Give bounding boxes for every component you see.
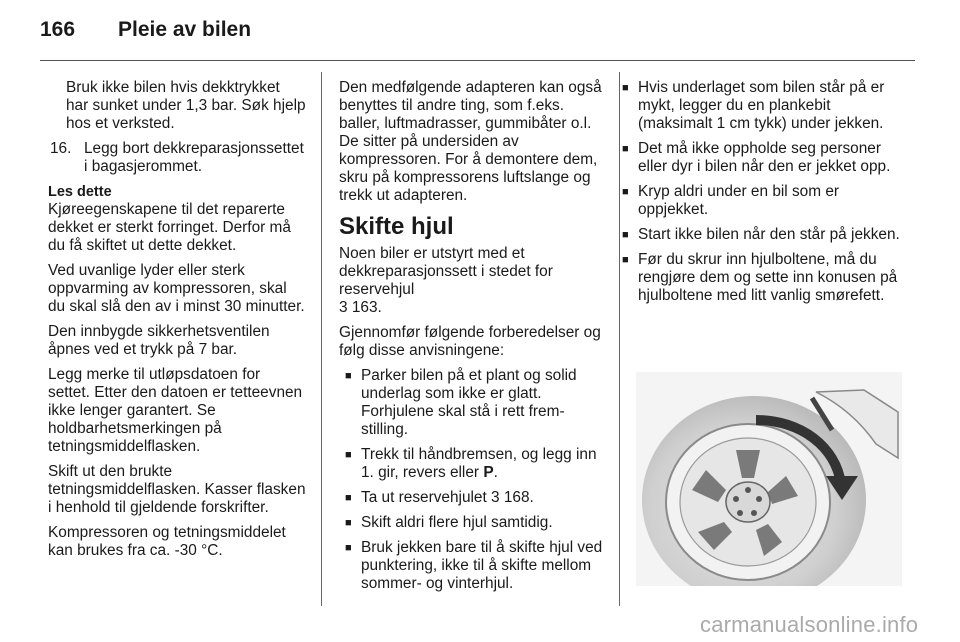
list-item-text: Kryp aldri under en bil som er oppjekket.	[638, 183, 840, 218]
intro-line: Noen biler er utstyrt med et dekkreparasjonssett i stedet for reservehjul	[339, 245, 553, 298]
note-text: Kjøreegenskapene til det reparerte dekket er sterkt forringet. Derfor må du få skiftet ut dette dekket.	[48, 201, 291, 254]
list-item	[622, 79, 904, 133]
list-item	[622, 226, 904, 244]
column-divider-1	[321, 72, 322, 606]
list-item-text: Bruk jekken bare til å skifte hjul ved punktering, ikke til å skifte mellom sommer- og vinterhjul.	[361, 539, 603, 592]
paragraph: Kompressoren og tetningsmiddelet kan brukes fra ca. -30 °C.	[48, 524, 286, 559]
column-2	[339, 79, 605, 600]
intro-paragraph: Bruk ikke bilen hvis dekktrykket har sunket under 1,3 bar. Søk hjelp hos et verksted.	[66, 79, 306, 132]
gear-p-label: P	[483, 464, 494, 481]
note-title: Les dette	[48, 184, 112, 200]
list-item-text: Ta ut reservehjulet 3 168.	[361, 489, 534, 506]
list-item	[622, 140, 904, 176]
column-divider-2	[619, 72, 620, 606]
bullet-icon: ■	[622, 229, 629, 241]
text-post: .	[493, 464, 498, 481]
list-item	[622, 251, 904, 305]
list-item-text: Det må ikke oppholde seg personer eller dyr i bilen når den er jekket opp.	[638, 140, 891, 175]
bullet-icon: ■	[345, 517, 352, 529]
paragraph: Ved uvanlige lyder eller sterk oppvarming av kompressoren, skal du skal slå den av i minst 30 minutter.	[48, 262, 305, 315]
bullet-icon: ■	[345, 449, 352, 461]
bullet-icon: ■	[345, 492, 352, 504]
list-item	[339, 514, 605, 532]
bullet-icon: ■	[345, 370, 352, 382]
column-1	[48, 79, 306, 567]
page-number: 166	[40, 18, 76, 41]
bullet-icon: ■	[622, 82, 629, 94]
list-item-text: Hvis underlaget som bilen står på er mykt, legger du en plankebit (maksimalt 1 cm tykk) under jekken.	[638, 79, 885, 132]
hubcap-removal-illustration	[636, 372, 902, 586]
list-item-text	[361, 446, 605, 482]
bullet-icon: ■	[622, 143, 629, 155]
header-rule	[40, 60, 915, 61]
intro-paragraph	[339, 245, 605, 317]
prep-paragraph: Gjennomfør følgende forberedelser og følg disse anvisningene:	[339, 324, 601, 359]
wheel-illustration-svg	[636, 372, 902, 586]
paragraph: Legg merke til utløpsdatoen for settet. Etter den datoen er tetteevnen ikke lenger garantert. Se holdbarhetsmerkingen på tetningsmiddelflasken.	[48, 366, 303, 455]
list-item	[339, 539, 605, 593]
list-item-text: Skift aldri flere hjul samtidig.	[361, 514, 553, 531]
list-item	[622, 183, 904, 219]
list-item	[339, 489, 605, 507]
column-3	[622, 79, 904, 312]
bullet-icon: ■	[622, 186, 629, 198]
step-number: 16.	[50, 140, 72, 157]
list-item-text: Start ikke bilen når den står på jekken.	[638, 226, 900, 243]
step-text: Legg bort dekkreparasjonssettet i bagasjerommet.	[84, 140, 304, 175]
watermark: carmanualsonline.info	[700, 612, 919, 637]
step-16	[48, 140, 306, 176]
list-item-text: Før du skrur inn hjulboltene, må du rengjøre dem og sette inn konusen på hjulboltene med litt vanlig smørefett.	[638, 251, 898, 304]
section-heading: Skifte hjul	[339, 213, 454, 240]
bullet-icon: ■	[345, 542, 352, 554]
chapter-title: Pleie av bilen	[118, 18, 252, 41]
paragraph: Skift ut den brukte tetningsmiddelflasken. Kasser flasken i henhold til gjeldende forskrifter.	[48, 463, 306, 516]
paragraph: Den innbygde sikkerhetsventilen åpnes ved et trykk på 7 bar.	[48, 323, 270, 358]
note-block	[48, 183, 306, 560]
bullet-icon: ■	[622, 254, 629, 266]
adapter-paragraph: Den medfølgende adapteren kan også benyttes til andre ting, som f.eks. baller, luftmadrasser, gummibåter o.l. De sitter på undersiden av kompressoren. For å demontere dem, skru på kompressorens luftslange og trekk ut adapteren.	[339, 79, 602, 204]
list-item-text: Parker bilen på et plant og solid underlag som ikke er glatt. Forhjulene skal stå i rett frem-stilling.	[361, 367, 577, 438]
page-reference: 3 163.	[339, 299, 382, 316]
list-item	[339, 367, 605, 439]
list-item	[339, 446, 605, 482]
text-pre: Trekk til håndbremsen, og legg inn 1. gir, revers eller	[361, 446, 597, 481]
